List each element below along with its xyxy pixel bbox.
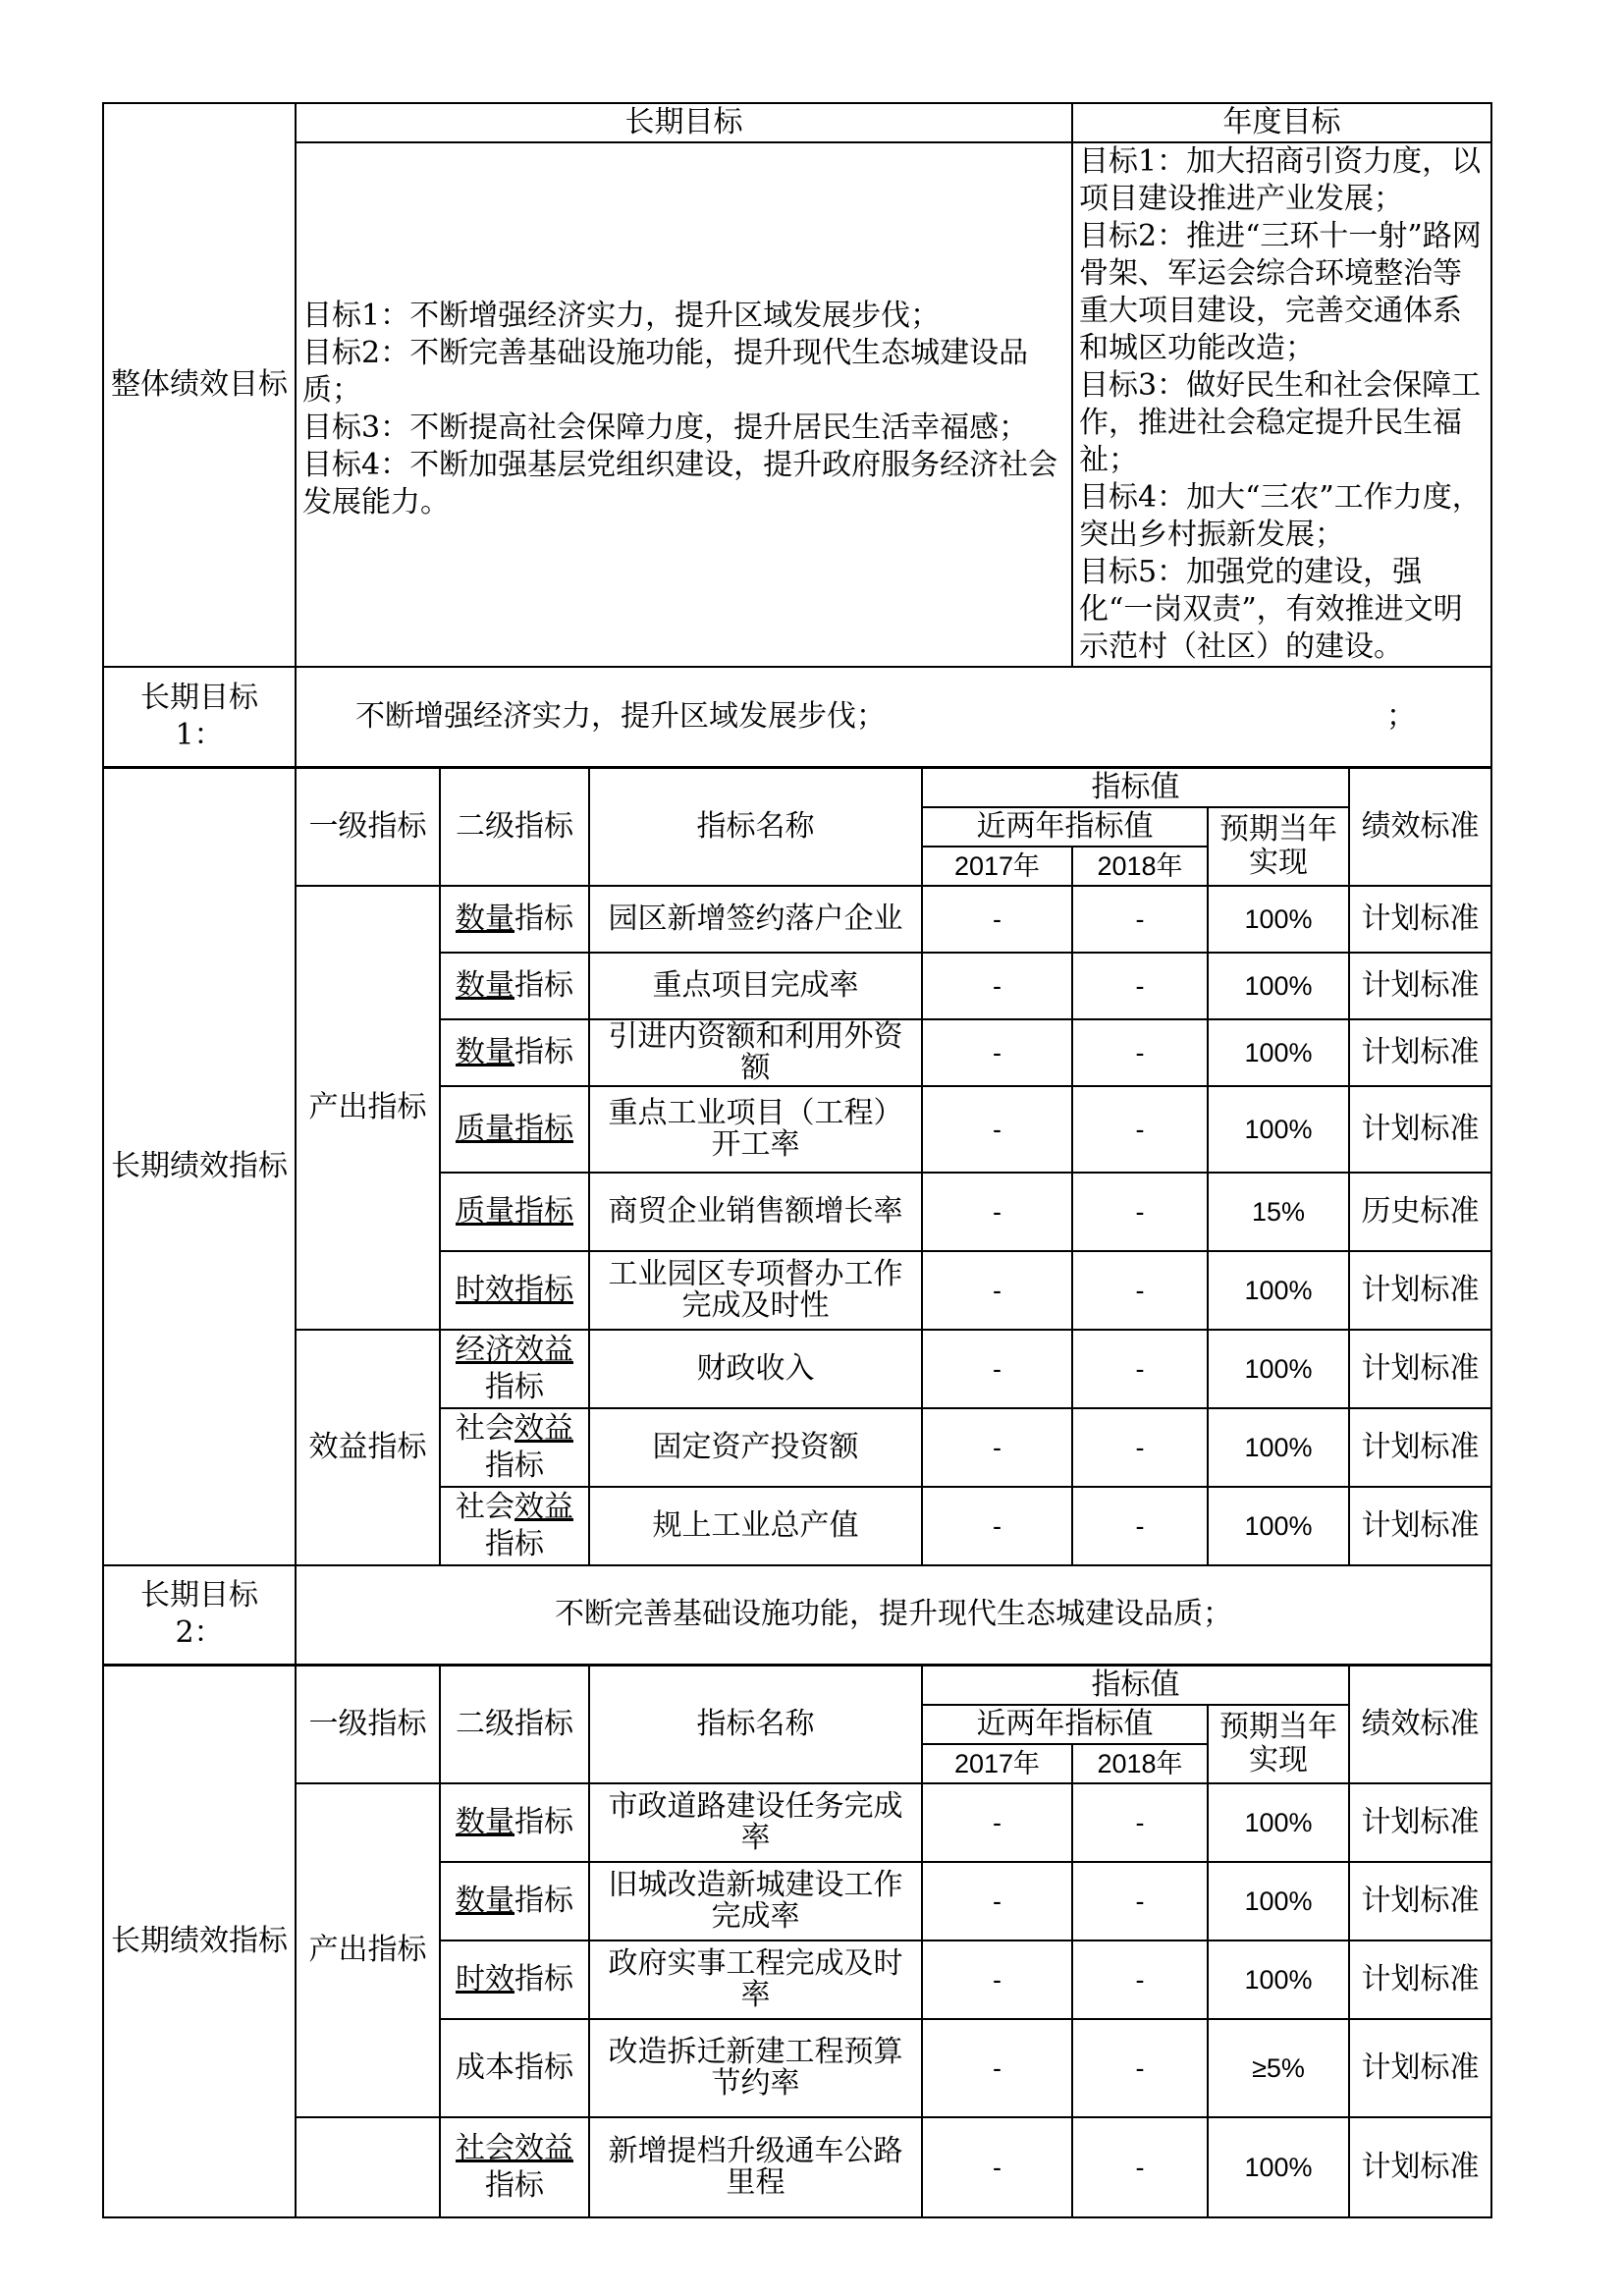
level2-indicator [440,1408,589,1487]
value-2018: - [1072,2019,1208,2117]
value-2018: - [1072,1251,1208,1330]
value-2018: - [1072,1086,1208,1173]
header-level2: 二级指标 [440,1666,589,1784]
value-expected: 100% [1208,1487,1349,1565]
performance-goal-sheet [102,102,1490,2218]
performance-standard: 计划标准 [1349,2019,1491,2117]
annual-goal-item: 目标2：推进“三环十一射”路网骨架、军运会综合环境整治等重大项目建设，完善交通体系和城区功能改造； [1079,219,1482,365]
value-2017: - [922,2019,1072,2117]
level1-indicator [296,2117,440,2217]
value-2018: - [1072,1941,1208,2019]
indicator-header-row [103,767,1491,807]
performance-standard: 计划标准 [1349,2117,1491,2217]
level2-indicator [440,2117,589,2217]
header-value: 指标值 [922,767,1349,807]
indicator-name: 工业园区专项督办工作完成及时性 [589,1251,922,1330]
value-2017: - [922,886,1072,953]
overall-goal-label: 整体绩效目标 [103,103,296,667]
indicator-name: 园区新增签约落户企业 [589,886,922,953]
value-expected: 100% [1208,953,1349,1019]
value-expected: 100% [1208,2117,1349,2217]
performance-standard: 计划标准 [1349,1251,1491,1330]
level2-indicator [440,1783,589,1862]
header-standard: 绩效标准 [1349,1666,1491,1784]
long-term-goal-item: 目标3：不断提高社会保障力度，提升居民生活幸福感； [302,410,1029,445]
performance-standard: 计划标准 [1349,1408,1491,1487]
indicator-row [103,2117,1491,2217]
header-name: 指标名称 [589,767,922,886]
value-2017: - [922,1086,1072,1173]
indicator-row [103,1330,1491,1408]
indicator-name: 重点项目完成率 [589,953,922,1019]
level2-indicator [440,886,589,953]
indicator-name: 重点工业项目（工程）开工率 [589,1086,922,1173]
header-value: 指标值 [922,1666,1349,1706]
indicator-row [103,886,1491,953]
value-2017: - [922,1173,1072,1251]
annual-goal-item: 目标1：加大招商引资力度，以项目建设推进产业发展； [1079,144,1482,216]
goal2-text: 不断完善基础设施功能，提升现代生态城建设品质； [296,1565,1491,1666]
performance-standard: 计划标准 [1349,1941,1491,2019]
indicator-name: 改造拆迁新建工程预算节约率 [589,2019,922,2117]
value-expected: 100% [1208,1251,1349,1330]
level2-underlined: 数量 [456,1034,514,1069]
level2-rest: 指标 [485,1448,544,1483]
level2-indicator: 成本指标 [440,2019,589,2117]
level2-indicator [440,1173,589,1251]
level2-rest: 指标 [514,1962,573,1996]
value-expected: 100% [1208,1783,1349,1862]
header-standard: 绩效标准 [1349,767,1491,886]
header-2018: 2018年 [1072,847,1208,886]
performance-standard: 计划标准 [1349,886,1491,953]
header-expected: 预期当年实现 [1208,1705,1349,1783]
level2-underlined: 效益 [514,1489,573,1524]
value-2018: - [1072,2117,1208,2217]
level2-underlined: 数量 [456,1805,514,1839]
annual-goal-item: 目标4：加大“三农”工作力度，突出乡村振新发展； [1079,480,1482,552]
indicator-row [103,1783,1491,1862]
performance-standard: 计划标准 [1349,1019,1491,1086]
value-expected: 100% [1208,886,1349,953]
level2-underlined: 经济效益 [456,1332,573,1367]
level1-indicator: 产出指标 [296,1783,440,2117]
level2-underlined: 效益 [514,1410,573,1446]
header-2017: 2017年 [922,1744,1072,1783]
value-expected: 100% [1208,1019,1349,1086]
level2-indicator [440,1019,589,1086]
level2-underlined: 质量指标 [456,1111,573,1146]
level2-underlined: 数量 [456,1884,514,1918]
level2-underlined: 社会效益 [456,2131,573,2165]
value-2017: - [922,953,1072,1019]
value-2017: - [922,1408,1072,1487]
value-2018: - [1072,1330,1208,1408]
goal2-label-row [103,1565,1491,1666]
value-expected: 15% [1208,1173,1349,1251]
value-expected: ≥5% [1208,2019,1349,2117]
level2-rest: 指标 [485,1526,544,1561]
level2-indicator [440,1086,589,1173]
level1-indicator: 产出指标 [296,886,440,1330]
goal1-trailing: ； [1386,698,1417,734]
level2-indicator [440,1330,589,1408]
annual-goal-item: 目标3：做好民生和社会保障工作，推进社会稳定提升民生福祉； [1079,368,1482,477]
value-2017: - [922,1487,1072,1565]
header-2018: 2018年 [1072,1744,1208,1783]
level2-prefix: 社会 [456,1410,514,1446]
header-level1: 一级指标 [296,1666,440,1784]
value-2017: - [922,1783,1072,1862]
header-recent: 近两年指标值 [922,1705,1208,1744]
header-2017: 2017年 [922,847,1072,886]
value-expected: 100% [1208,1408,1349,1487]
long-term-goal-item: 目标2：不断完善基础设施功能，提升现代生态城建设品质； [302,336,1029,408]
long-term-goal-header: 长期目标 [296,103,1072,142]
level2-indicator [440,1251,589,1330]
header-name: 指标名称 [589,1666,922,1784]
level2-rest: 指标 [514,967,573,1003]
value-2017: - [922,2117,1072,2217]
value-expected: 100% [1208,1330,1349,1408]
level2-underlined: 数量 [456,901,514,936]
goal1-text [296,667,1491,767]
level2-underlined: 时效 [456,1962,514,1996]
value-2017: - [922,1862,1072,1941]
performance-standard: 计划标准 [1349,1330,1491,1408]
header-level2: 二级指标 [440,767,589,886]
header-expected: 预期当年实现 [1208,807,1349,886]
level2-rest: 指标 [514,1805,573,1839]
performance-standard: 计划标准 [1349,1086,1491,1173]
indicator-name: 财政收入 [589,1330,922,1408]
value-expected: 100% [1208,1862,1349,1941]
level1-indicator: 效益指标 [296,1330,440,1565]
value-2018: - [1072,1019,1208,1086]
annual-goal-list [1072,142,1491,667]
level2-rest: 指标 [485,2168,544,2203]
value-2018: - [1072,1487,1208,1565]
level2-rest: 指标 [514,901,573,936]
performance-standard: 历史标准 [1349,1173,1491,1251]
level2-indicator [440,953,589,1019]
level2-indicator [440,1941,589,2019]
value-2018: - [1072,1408,1208,1487]
level2-rest: 指标 [514,1034,573,1069]
header-recent: 近两年指标值 [922,807,1208,847]
indicator-header-row [103,1666,1491,1706]
long-term-goal-item: 目标1：不断增强经济实力，提升区域发展步伐； [302,299,941,333]
performance-standard: 计划标准 [1349,953,1491,1019]
indicator-name: 市政道路建设任务完成率 [589,1783,922,1862]
level2-indicator [440,1862,589,1941]
performance-table [102,102,1492,2218]
indicator-name: 新增提档升级通车公路里程 [589,2117,922,2217]
performance-standard: 计划标准 [1349,1862,1491,1941]
long-term-goal-list [296,142,1072,667]
value-2018: - [1072,1173,1208,1251]
value-2017: - [922,1019,1072,1086]
performance-standard: 计划标准 [1349,1487,1491,1565]
value-2017: - [922,1330,1072,1408]
level2-underlined: 质量指标 [456,1193,573,1229]
value-2018: - [1072,1783,1208,1862]
goal1-label: 长期目标1： [103,667,296,767]
indicator-name: 旧城改造新城建设工作完成率 [589,1862,922,1941]
level2-prefix: 社会 [456,1489,514,1524]
value-2018: - [1072,1862,1208,1941]
indicator-name: 固定资产投资额 [589,1408,922,1487]
level2-underlined: 数量 [456,967,514,1003]
level2-rest: 指标 [485,1369,544,1404]
indicator-name: 政府实事工程完成及时率 [589,1941,922,2019]
level2-rest: 指标 [514,1884,573,1918]
value-2018: - [1072,953,1208,1019]
value-expected: 100% [1208,1086,1349,1173]
level2-indicator [440,1487,589,1565]
indicator-name: 引进内资额和利用外资额 [589,1019,922,1086]
goal1-text-value: 不断增强经济实力，提升区域发展步伐； [355,698,886,734]
annual-goal-item: 目标5：加强党的建设，强化“一岗双责”，有效推进文明示范村（社区）的建设。 [1079,555,1463,664]
goal2-section-label: 长期绩效指标 [103,1666,296,2218]
goal2-label: 长期目标2： [103,1565,296,1666]
annual-goal-header: 年度目标 [1072,103,1491,142]
indicator-name: 规上工业总产值 [589,1487,922,1565]
header-level1: 一级指标 [296,767,440,886]
level2-underlined: 时效指标 [456,1272,573,1307]
value-expected: 100% [1208,1941,1349,2019]
value-2017: - [922,1941,1072,2019]
goal1-section-label: 长期绩效指标 [103,767,296,1565]
performance-standard: 计划标准 [1349,1783,1491,1862]
long-term-goal-item: 目标4：不断加强基层党组织建设，提升政府服务经济社会发展能力。 [302,448,1058,519]
value-2017: - [922,1251,1072,1330]
indicator-name: 商贸企业销售额增长率 [589,1173,922,1251]
value-2018: - [1072,886,1208,953]
